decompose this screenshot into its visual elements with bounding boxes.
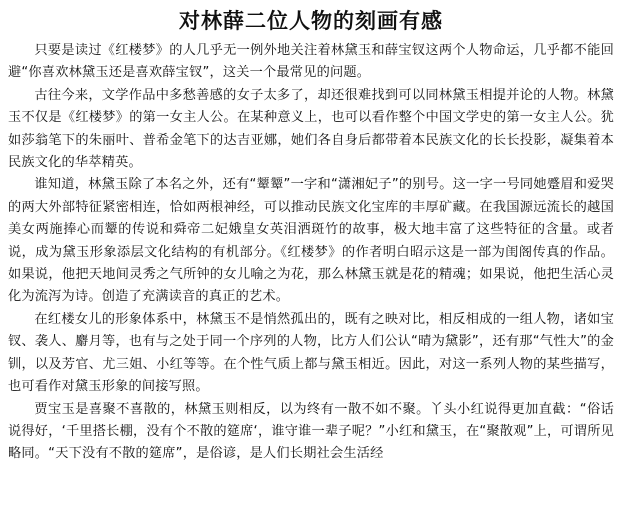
paragraph-5: 贾宝玉是喜聚不喜散的，林黛玉则相反，以为终有一散不如不聚。丫头小红说得更加直截：“俗话说得好，‘千里搭长棚，没有个不散的筵席‘，谁守谁一辈子呢？”小红和黛玉，在“聚散观”上，可谓所见略同。“天下没有不散的筵席”，是俗谚，是人们长期社会生活经 (8, 401, 614, 462)
document-title: 对林薛二位人物的刻画有感 (179, 8, 443, 33)
paragraph-2: 古往今来，文学作品中多愁善感的女子太多了，却还很难找到可以同林黛玉相提并论的人物。林黛玉不仅是《红楼梦》的第一女主人公。在某种意义上，也可以看作整个中国文学史的第一女主人公。犹如莎翁笔下的朱丽叶、普希金笔下的达吉亚娜，她们各自身后都带着本民族文化的长长投影，凝集着本民族文化的华萃精英。 (8, 87, 614, 171)
paragraph-3: 谁知道，林黛玉除了本名之外，还有“颦颦”一字和“潇湘妃子”的别号。这一字一号同她蹙眉和爱哭的两大外部特征紧密相连，恰如两根神经，可以推动民族文化宝库的丰厚矿藏。在我国源远流长的越国美女两施捧心而颦的传说和舜帝二妃娥皇女英泪洒斑竹的故事，极大地丰富了这些特征的含量。或者说，成为黛玉形象添层文化结构的有机部分。《红楼梦》的作者明白昭示这是一部为闺阁传真的作品。如果说，他把天地间灵秀之气所钟的女儿喻之为花，那么林黛玉就是花的精魂；如果说，他把生活心灵化为流泻为诗。创造了充满读音的真正的艺术。 (8, 177, 614, 305)
paragraph-1: 只要是读过《红楼梦》的人几乎无一例外地关注着林黛玉和薛宝钗这两个人物命运，几乎都不能回避“你喜欢林黛玉还是喜欢薛宝钗”，这关一个最常见的问题。 (8, 43, 614, 81)
paragraph-4: 在红楼女儿的形象体系中，林黛玉不是悄然孤出的，既有之映对比，相反相成的一组人物，诸如宝钗、袭人、麝月等，也有与之处于同一个序列的人物，比方人们公认“晴为黛影”，还有那“气性大”的金钏，以及芳官、尤三姐、小红等等。在个性气质上都与黛玉相近。因此，对这一系列人物的某些描写，也可看作对黛玉形象的间接写照。 (8, 311, 614, 395)
